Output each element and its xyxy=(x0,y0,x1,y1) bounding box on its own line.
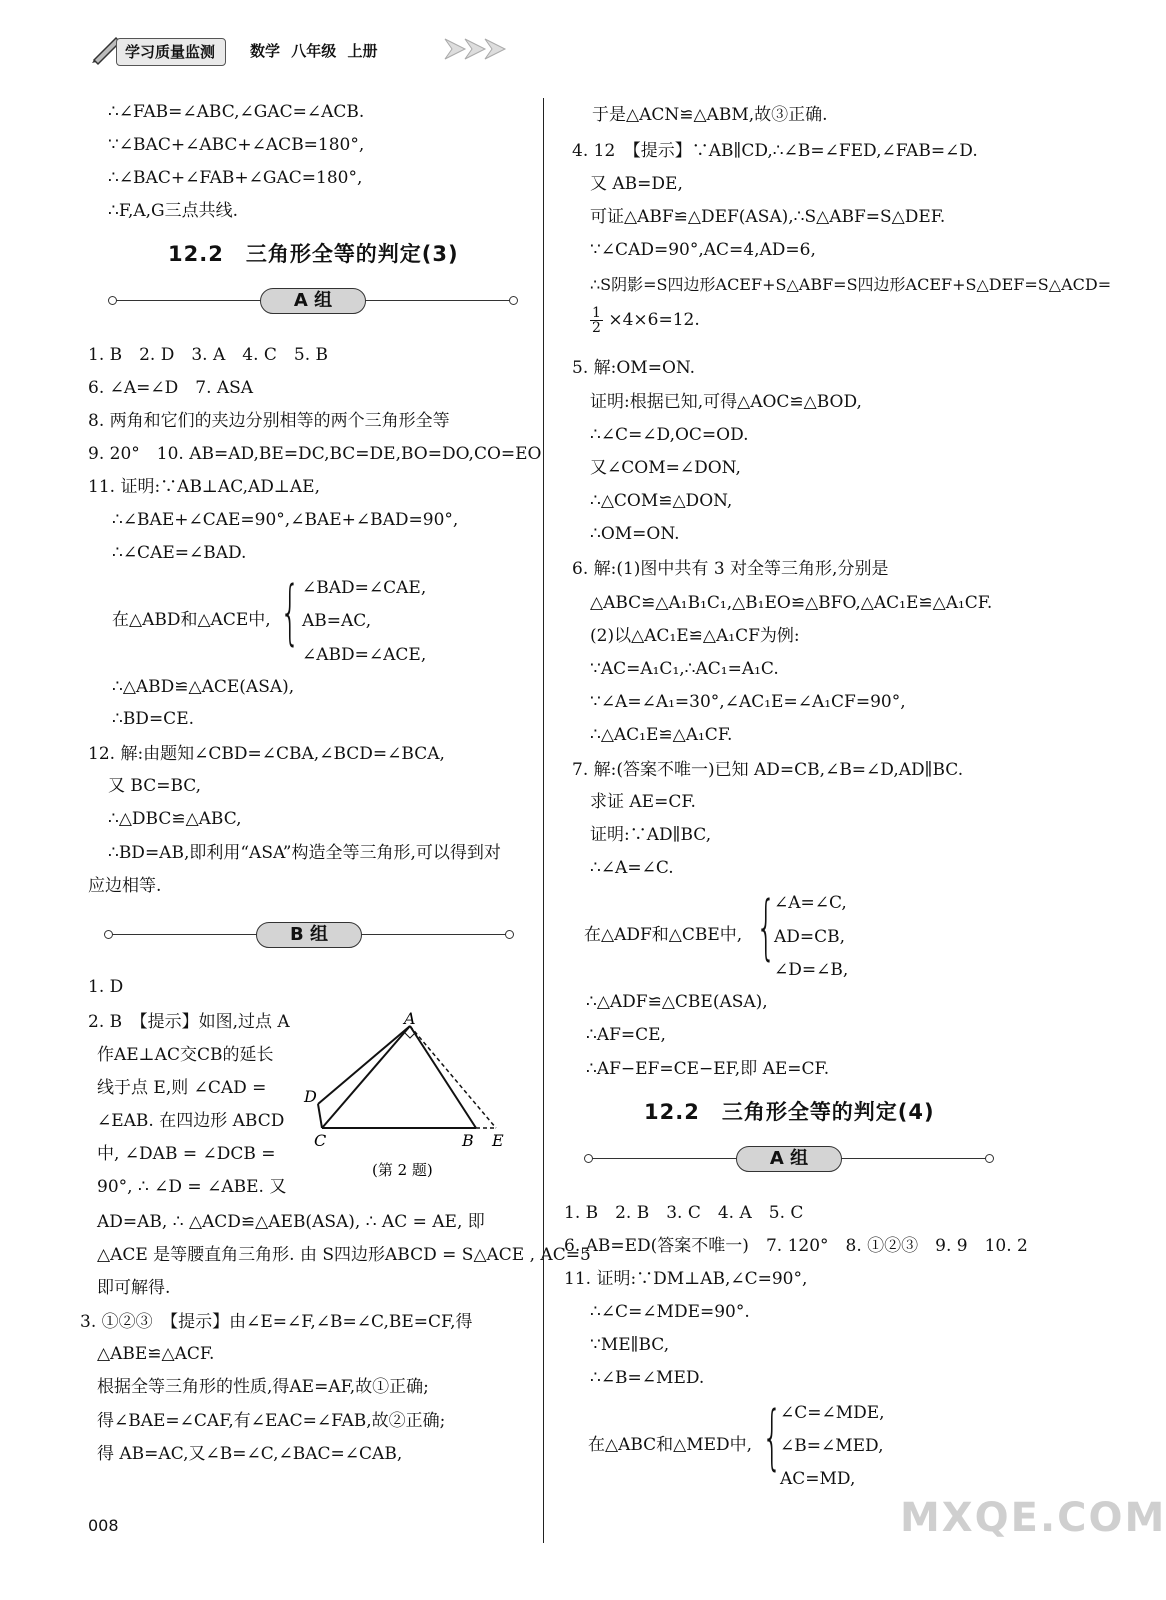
answer-line: AD=AB, ∴ △ACD≌△AEB(ASA), ∴ AC = AE, 即 xyxy=(97,1212,485,1232)
group-a-label: A 组 xyxy=(736,1146,842,1172)
subject-info: 数学 八年级 上册 xyxy=(250,42,378,60)
label-C: C xyxy=(314,1131,327,1150)
group-a-divider xyxy=(588,1144,990,1174)
answer-line: 即可解得. xyxy=(97,1278,171,1298)
brace-line: ∠ABD=∠ACE, xyxy=(302,645,427,665)
answer-line: 证明:∵AD∥BC, xyxy=(590,825,712,845)
answer-line: 线于点 E,则 ∠CAD = xyxy=(97,1078,267,1098)
answer-line: 又 AB=DE, xyxy=(590,174,683,194)
answer-line: 得∠BAE=∠CAF,有∠EAC=∠FAB,故②正确; xyxy=(97,1411,446,1431)
answer-line: 6. AB=ED(答案不唯一) 7. 120° 8. ①②③ 9. 9 10. 2 xyxy=(564,1236,1028,1256)
answer-line: ∵AC=A₁C₁,∴AC₁=A₁C. xyxy=(590,659,779,679)
answer-line: 3. ①②③ 【提示】由∠E=∠F,∠B=∠C,BE=CF,得 xyxy=(80,1312,473,1332)
answer-line: 证明:根据已知,可得△AOC≌△BOD, xyxy=(590,392,862,412)
answer-line: 于是△ACN≌△ABM,故③正确. xyxy=(592,105,828,125)
answer-line: 90°, ∴ ∠D = ∠ABE. 又 xyxy=(97,1177,287,1197)
answer-line: ∵ME∥BC, xyxy=(590,1335,670,1355)
answer-line: ∴S阴影=S四边形ACEF+S△ABF=S四边形ACEF+S△DEF=S△ACD= xyxy=(590,275,1112,294)
label-B: B xyxy=(462,1131,474,1150)
segment-AB xyxy=(410,1026,476,1128)
brace-line: ∠C=∠MDE, xyxy=(780,1403,885,1423)
answer-line: ∴△ADF≌△CBE(ASA), xyxy=(586,992,768,1012)
answer-line: 可证△ABF≌△DEF(ASA),∴S△ABF=S△DEF. xyxy=(590,207,946,227)
answer-line: 应边相等. xyxy=(88,876,162,896)
answer-line: 6. 解:(1)图中共有 3 对全等三角形,分别是 xyxy=(572,559,889,579)
answer-line: 作AE⊥AC交CB的延长 xyxy=(97,1045,274,1065)
brace-line: ∠B=∠MED, xyxy=(780,1436,884,1456)
section-title: 12.2 三角形全等的判定(3) xyxy=(168,242,459,266)
group-b-divider xyxy=(108,920,510,950)
chevron-arrows-icon xyxy=(440,34,520,64)
label-D: D xyxy=(304,1087,317,1106)
brace-line: ∠BAD=∠CAE, xyxy=(302,578,427,598)
watermark: MXQE.COM xyxy=(900,1495,1166,1541)
answer-line: ∴∠B=∠MED. xyxy=(590,1368,705,1388)
brace-line: AD=CB, xyxy=(774,927,846,947)
answer-line: ∴AF−EF=CE−EF,即 AE=CF. xyxy=(586,1059,830,1079)
group-a-label: A 组 xyxy=(260,288,366,314)
answer-line: ∵∠A=∠A₁=30°,∠AC₁E=∠A₁CF=90°, xyxy=(590,692,906,712)
brace-line: ∠A=∠C, xyxy=(774,893,847,913)
answer-line: ∴∠C=∠D,OC=OD. xyxy=(590,425,749,445)
text-line: ∴F,A,G三点共线. xyxy=(108,201,239,221)
label-E: E xyxy=(492,1131,504,1150)
answer-line: 得 AB=AC,又∠B=∠C,∠BAC=∠CAB, xyxy=(97,1444,403,1464)
answer-line: 又 BC=BC, xyxy=(108,776,202,796)
brace-line: AB=AC, xyxy=(302,611,372,631)
fraction-tail: ×4×6=12. xyxy=(608,310,700,330)
answer-line: 12. 解:由题知∠CBD=∠CBA,∠BCD=∠BCA, xyxy=(88,744,445,764)
segment-AE xyxy=(410,1026,496,1128)
answer-line: 9. 20° 10. AB=AD,BE=DC,BC=DE,BO=DO,CO=EO xyxy=(88,444,542,464)
page-number: 008 xyxy=(88,1516,119,1535)
group-b-label: B 组 xyxy=(256,922,362,948)
brace-prefix: 在△ADF和△CBE中, xyxy=(584,925,743,945)
answer-line: ∴BD=CE. xyxy=(112,709,195,729)
answer-line: 4. 12 【提示】∵AB∥CD,∴∠B=∠FED,∠FAB=∠D. xyxy=(572,141,978,161)
answer-line: 1. B 2. B 3. C 4. A 5. C xyxy=(564,1203,804,1223)
answer-line: △ABC≌△A₁B₁C₁,△B₁EO≌△BFO,△AC₁E≌△A₁CF. xyxy=(590,593,993,613)
brace: { xyxy=(762,1396,783,1478)
answer-line: ∴OM=ON. xyxy=(590,524,680,544)
brace-prefix: 在△ABD和△ACE中, xyxy=(112,610,271,630)
fraction-line xyxy=(590,306,700,335)
answer-line: ∴△DBC≌△ABC, xyxy=(108,809,242,829)
answer-line: 求证 AE=CF. xyxy=(590,792,696,812)
text-line: ∵∠BAC+∠ABC+∠ACB=180°, xyxy=(108,135,365,155)
column-divider xyxy=(543,98,544,1543)
group-a-divider xyxy=(112,286,514,316)
segment-AD xyxy=(318,1026,410,1104)
answer-line: (2)以△AC₁E≌△A₁CF为例: xyxy=(590,626,800,646)
answer-line: 11. 证明:∵DM⊥AB,∠C=90°, xyxy=(564,1269,808,1289)
text-line: ∴∠FAB=∠ABC,∠GAC=∠ACB. xyxy=(108,102,365,122)
answer-line: ∴∠A=∠C. xyxy=(590,858,674,878)
brace-line: AC=MD, xyxy=(780,1469,856,1489)
answer-line: △ACE 是等腰直角三角形. 由 S四边形ABCD = S△ACE , AC=5 xyxy=(97,1245,591,1265)
answer-line: ∴△COM≌△DON, xyxy=(590,491,733,511)
answer-line: △ABE≌△ACF. xyxy=(97,1344,215,1364)
answer-line: ∴∠C=∠MDE=90°. xyxy=(590,1302,750,1322)
brace: { xyxy=(280,571,301,653)
answer-line: ∴BD=AB,即利用“ASA”构造全等三角形,可以得到对 xyxy=(108,843,501,863)
brace: { xyxy=(756,886,777,968)
answer-line: ∴△ABD≌△ACE(ASA), xyxy=(112,677,295,697)
series-title: 学习质量监测 xyxy=(116,38,226,66)
answer-line: 1. D xyxy=(88,977,124,997)
answer-line: ∠EAB. 在四边形 ABCD xyxy=(97,1111,285,1131)
answer-line: ∴AF=CE, xyxy=(586,1025,666,1045)
label-A: A xyxy=(404,1009,416,1028)
segment-AC xyxy=(322,1026,410,1128)
answer-line: ∴△AC₁E≌△A₁CF. xyxy=(590,725,733,745)
figure-caption: (第 2 题) xyxy=(372,1161,433,1179)
answer-line: 11. 证明:∵AB⊥AC,AD⊥AE, xyxy=(88,477,320,497)
answer-line: 中, ∠DAB = ∠DCB = xyxy=(97,1144,276,1164)
brace-prefix: 在△ABC和△MED中, xyxy=(588,1435,753,1455)
answer-line: 根据全等三角形的性质,得AE=AF,故①正确; xyxy=(97,1377,429,1397)
answer-line: 5. 解:OM=ON. xyxy=(572,358,696,378)
answer-line: 7. 解:(答案不唯一)已知 AD=CB,∠B=∠D,AD∥BC. xyxy=(572,760,964,780)
fraction: $\frac{1}{2}$ xyxy=(592,305,601,336)
answer-line: 6. ∠A=∠D 7. ASA xyxy=(88,378,254,398)
text-line: ∴∠BAC+∠FAB+∠GAC=180°, xyxy=(108,168,363,188)
answer-line: 1. B 2. D 3. A 4. C 5. B xyxy=(88,345,329,365)
answer-line: 又∠COM=∠DON, xyxy=(590,458,741,478)
answer-line: 8. 两角和它们的夹边分别相等的两个三角形全等 xyxy=(88,411,450,431)
answer-line: ∴∠CAE=∠BAD. xyxy=(112,543,247,563)
segment-DC xyxy=(318,1104,322,1128)
page-header xyxy=(90,30,520,70)
geometry-figure xyxy=(300,1009,520,1182)
section-title: 12.2 三角形全等的判定(4) xyxy=(644,1100,935,1124)
answer-line: ∴∠BAE+∠CAE=90°,∠BAE+∠BAD=90°, xyxy=(112,510,459,530)
answer-line: 2. B 【提示】如图,过点 A xyxy=(88,1012,290,1032)
brace-line: ∠D=∠B, xyxy=(774,960,849,980)
answer-line: ∵∠CAD=90°,AC=4,AD=6, xyxy=(590,240,816,260)
